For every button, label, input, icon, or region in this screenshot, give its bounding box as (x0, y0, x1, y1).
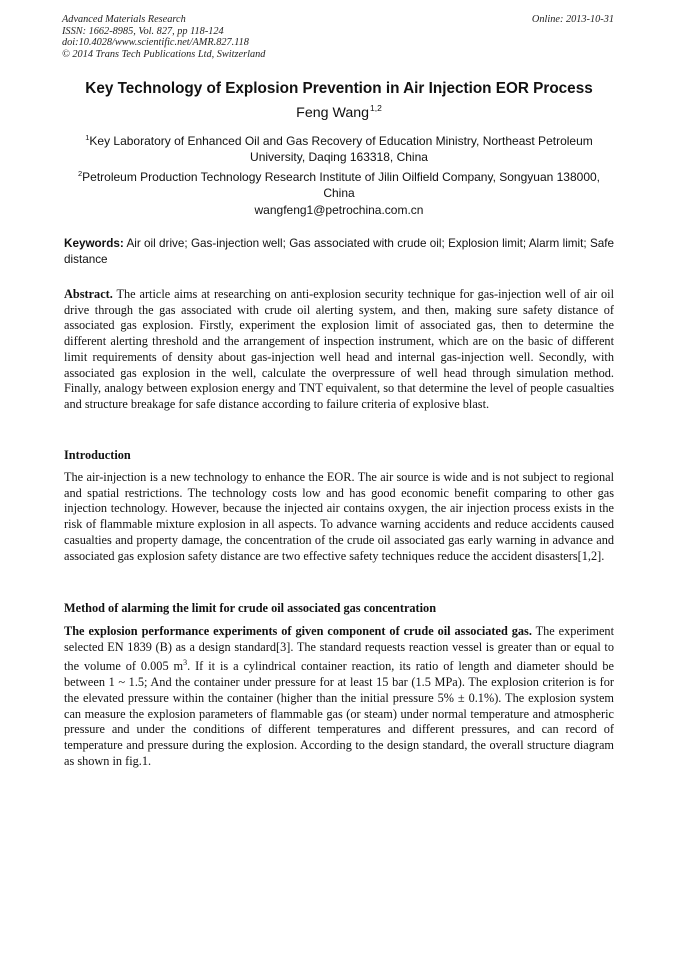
author-affiliation-marks: 1,2 (370, 103, 382, 113)
author-line (40, 103, 638, 121)
abstract-label: Abstract. (64, 287, 113, 301)
abstract-block (64, 287, 614, 413)
cubic-superscript: 3 (183, 658, 188, 668)
copyright-line: © 2014 Trans Tech Publications Ltd, Switzerland (62, 48, 266, 60)
doi-line: doi:10.4028/www.scientific.net/AMR.827.118 (62, 37, 249, 49)
paper-title: Key Technology of Explosion Prevention in Air Injection EOR Process (85, 80, 593, 97)
author-email: wangfeng1@petrochina.com.cn (254, 203, 424, 217)
keywords-block (64, 236, 614, 267)
affiliation-1-text: Key Laboratory of Enhanced Oil and Gas Recovery of Education Ministry, Northeast Petroleum University, Daqing 163318, China (89, 134, 593, 164)
issn-line: ISSN: 1662-8985, Vol. 827, pp 118-124 (62, 25, 224, 37)
journal-name: Advanced Materials Research (62, 14, 186, 25)
introduction-heading: Introduction (64, 448, 131, 462)
method-text-part-1: The experiment selected EN 1839 (B) as a design standard[3]. The standard requests reaction vessel is greater than or equal to the volume of 0.005 m (64, 624, 614, 674)
keywords-label: Keywords: (64, 237, 124, 250)
affiliation-2-text: Petroleum Production Technology Research Institute of Jilin Oilfield Company, Songyuan 138000, China (82, 170, 601, 200)
affiliation-1 (64, 130, 614, 165)
affiliation-2-mark: 2 (77, 169, 83, 178)
introduction-paragraph: The air-injection is a new technology to enhance the EOR. The air source is wide and is not subject to regional and spatial restrictions. The technology costs low and has good economic benefit comparing to other gas injection technology. However, because the injected air contains oxygen, the air injection process exists in the risk of flammable mixture explosion in all aspects. To advance warning accidents and reduce accidents caused casualties and property damage, the concentration of the crude oil associated gas early warning in advance and associated gas explosion safety distance are two effective safety techniques reduce the accident disasters[1,2]. (64, 470, 614, 563)
method-text-part-2: . If it is a cylindrical container reaction, its ratio of length and diameter should be between 1 ~ 1.5; And the container under pressure for at least 15 bar (1.5 MPa). The explosion criterion is for the elevated pressure within the container (higher than the initial pressure 5% ± 0.1%). The explosion system can measure the explosion parameters of flammable gas (or steam) under normal temperature and atmospheric pressure and under the conditions of different temperatures and different pressures, and can record of temperature and pressure during the explosion. According to the design standard, the overall structure diagram as shown in fig.1. (64, 659, 614, 768)
method-lead-sentence: The explosion performance experiments of given component of crude oil associated gas. (64, 624, 532, 638)
online-date: Online: 2013-10-31 (531, 14, 614, 25)
affiliation-2 (64, 166, 614, 201)
abstract-text: The article aims at researching on anti-explosion security technique for gas-injection well of air oil drive through the gas associated with crude oil alerting system, and then, making sure safety distance of associated gas explosion. Firstly, experiment the explosion limit of associated gas, then to determine the different alerting threshold and the arrangement of inspection instrument, which are on the basic of different limit requirements of density about gas-injection well head and internal gas-injection well. Secondly, with associated gas explosion in the well, calculate the overpressure of well head through simulation method. Finally, analogy between explosion energy and TNT equivalent, so that determine the level of people casualties and structure breakage for safe distance according to failure criteria of explosive blast. (64, 287, 614, 411)
author-name: Feng Wang (296, 105, 369, 121)
affiliation-1-mark: 1 (85, 133, 90, 142)
method-paragraph (64, 624, 614, 769)
keywords-text: Air oil drive; Gas-injection well; Gas associated with crude oil; Explosion limit; Alarm limit; Safe distance (64, 237, 614, 266)
journal-header (62, 14, 265, 60)
method-heading: Method of alarming the limit for crude oil associated gas concentration (64, 601, 437, 615)
